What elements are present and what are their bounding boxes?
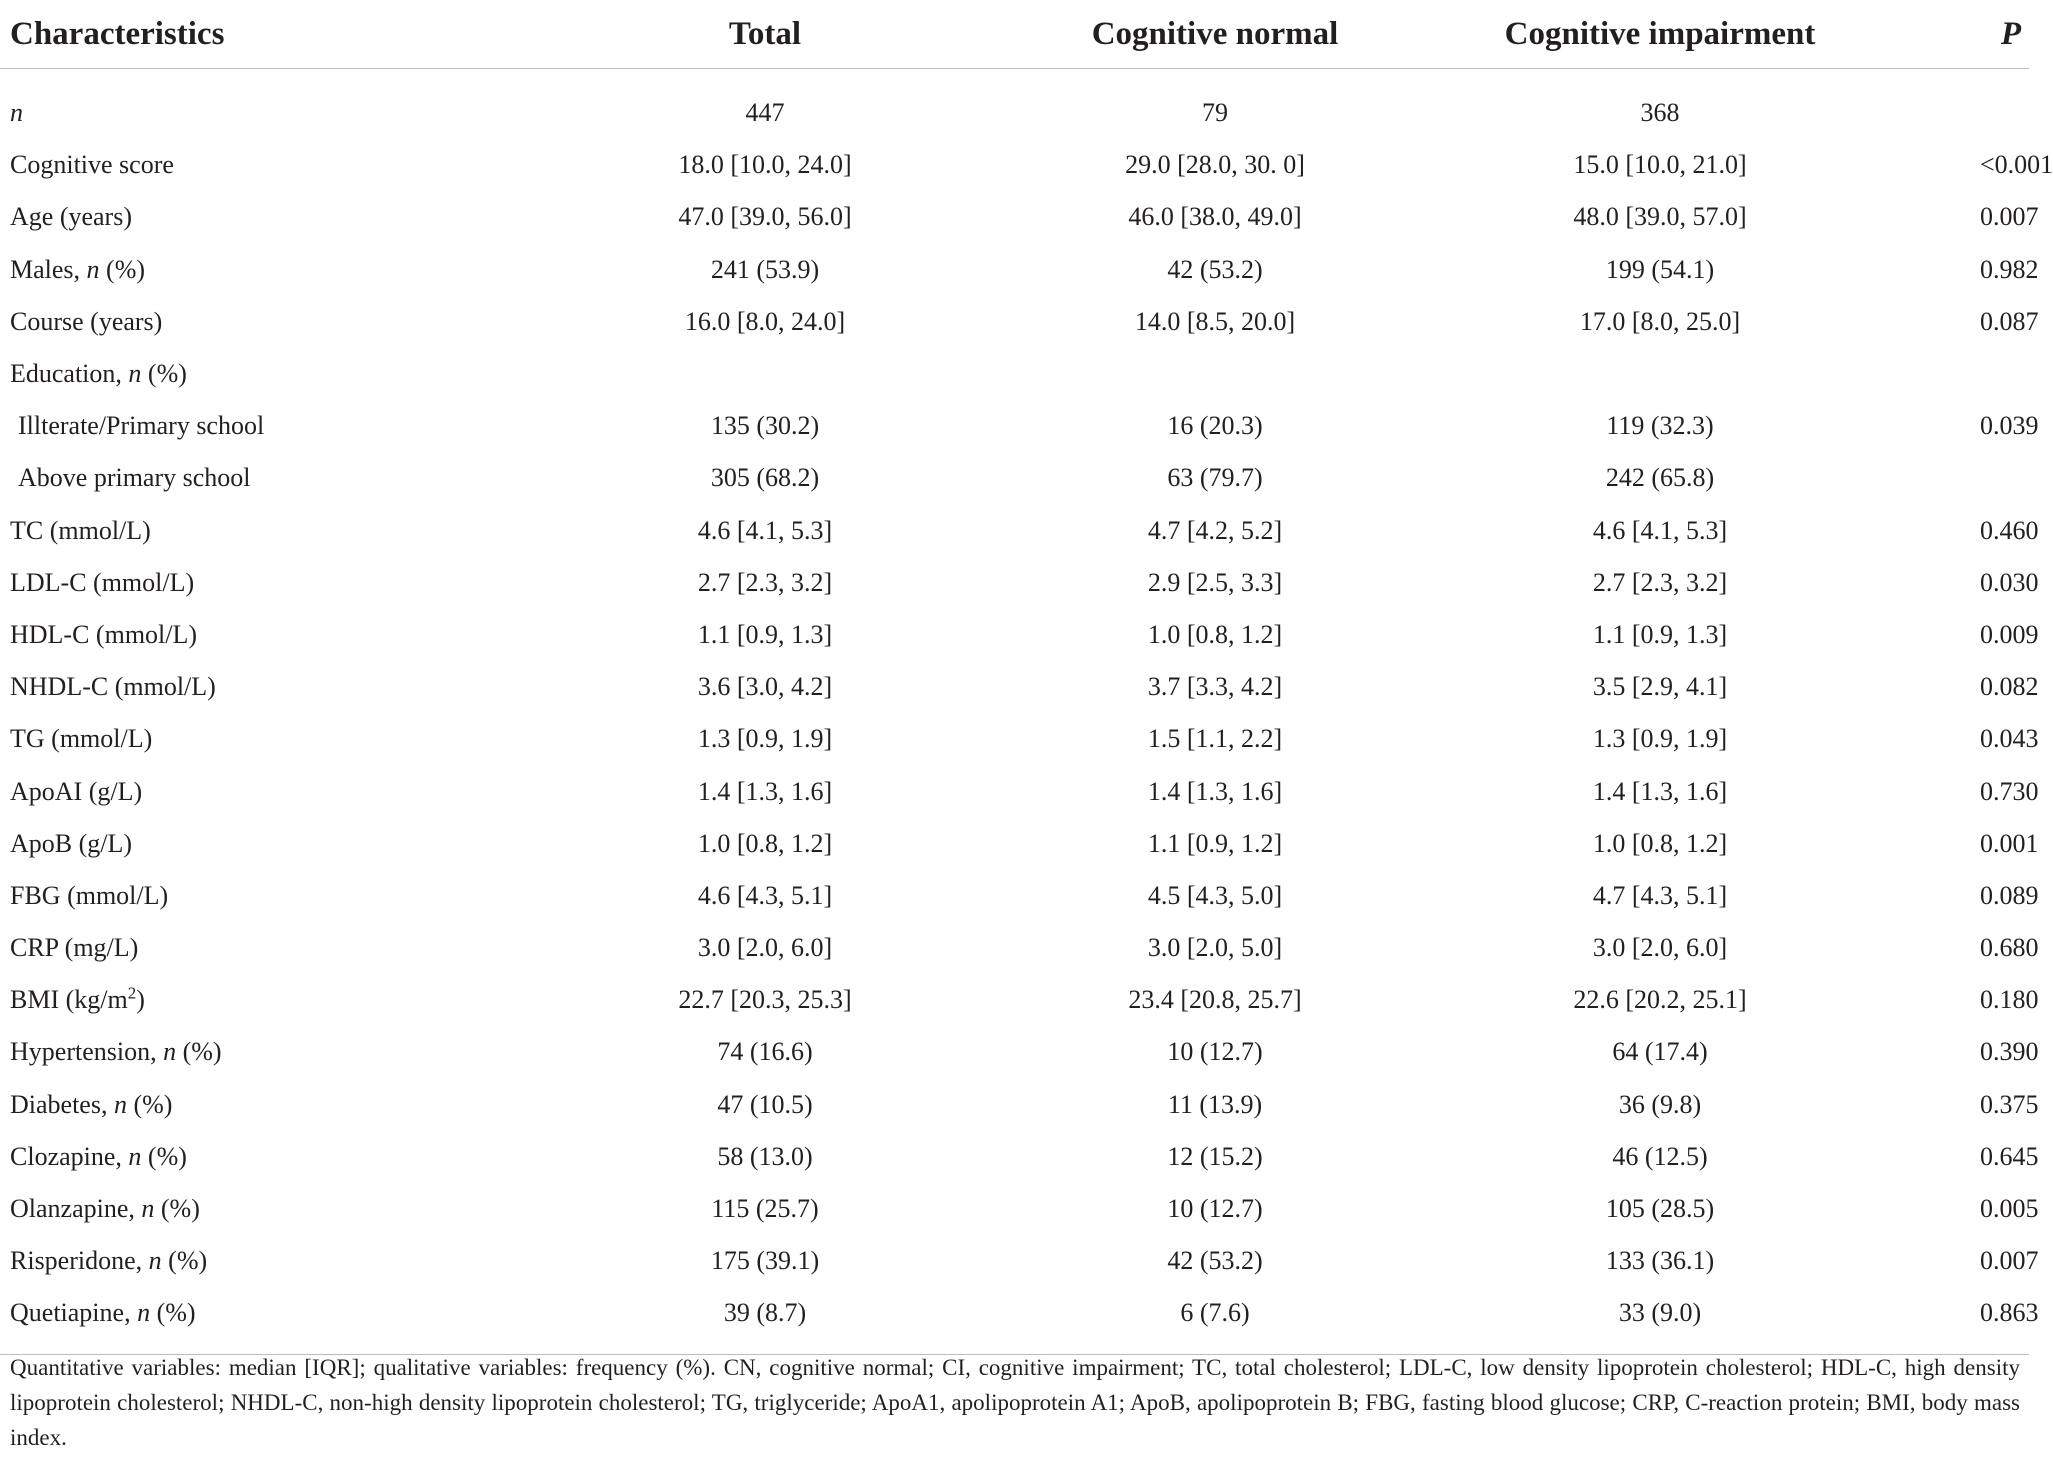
- cell-p-value: 0.082: [1980, 672, 2039, 702]
- header-characteristics: Characteristics: [0, 0, 470, 69]
- row-label-pre: ApoAI (g/L): [10, 776, 143, 806]
- row-label-it: n: [113, 1089, 127, 1119]
- table-row: [0, 661, 2029, 713]
- row-label-pre: CRP (mg/L): [10, 933, 139, 963]
- table-row: [0, 139, 2029, 191]
- row-label-post: (%): [161, 1246, 208, 1276]
- cell-cognitive-normal: [940, 348, 1370, 400]
- cell-p-value: 0.009: [1980, 619, 2039, 649]
- cell-cognitive-normal: 42 (53.2): [1167, 1246, 1263, 1276]
- row-label-post: (%): [126, 1089, 173, 1119]
- cell-cognitive-impairment: 242 (65.8): [1605, 463, 1715, 493]
- cell-cognitive-normal: 1.5 [1.1, 2.2]: [1147, 724, 1283, 754]
- cell-cognitive-impairment: 33 (9.0): [1370, 1287, 1980, 1354]
- row-label-post: (%): [141, 359, 187, 389]
- table-header: [0, 0, 2029, 69]
- table-row: [0, 765, 2029, 817]
- cell-cognitive-normal: 6 (7.6): [940, 1287, 1370, 1354]
- cell-p-value: 0.001: [1980, 828, 2039, 858]
- table-row: [0, 191, 2029, 243]
- row-label-pre: Cognitive score: [10, 150, 174, 180]
- row-label-pre: ApoB (g/L): [10, 828, 133, 858]
- cell-total: 447: [745, 98, 785, 128]
- row-label-post: (%): [141, 1141, 187, 1171]
- table-row: [0, 557, 2029, 609]
- cell-p-value: 0.007: [1980, 202, 2039, 232]
- cell-cognitive-normal: 1.0 [0.8, 1.2]: [1147, 619, 1283, 649]
- row-label-it: n: [10, 98, 23, 128]
- table-row: [0, 922, 2029, 974]
- row-label-pre: Education,: [10, 359, 129, 389]
- table-row: [0, 974, 2029, 1026]
- cell-cognitive-impairment: 1.1 [0.9, 1.3]: [1592, 619, 1728, 649]
- row-label-post: (%): [150, 1298, 196, 1328]
- row-label: [0, 505, 470, 557]
- cell-cognitive-impairment: 4.7 [4.3, 5.1]: [1592, 880, 1728, 910]
- row-label: [0, 922, 470, 974]
- cell-total: 4.6 [4.3, 5.1]: [697, 880, 833, 910]
- row-label-pre: Illterate/Primary school: [18, 411, 265, 441]
- cell-cognitive-normal: 46.0 [38.0, 49.0]: [1128, 202, 1302, 232]
- cell-p-value: 0.180: [1980, 985, 2039, 1015]
- cell-p-value: [1980, 452, 2029, 504]
- row-label-it: n: [148, 1246, 162, 1276]
- cell-cognitive-normal: 1.4 [1.3, 1.6]: [1147, 776, 1283, 806]
- cell-p-value: 0.375: [1980, 1089, 2039, 1119]
- row-label: [0, 452, 470, 504]
- cell-p-value: 0.982: [1980, 254, 2039, 284]
- header-cognitive-impairment: Cognitive impairment: [1370, 0, 1980, 69]
- cell-p-value: 0.460: [1980, 515, 2039, 545]
- cell-cognitive-impairment: 1.0 [0.8, 1.2]: [1592, 828, 1728, 858]
- cell-total: 1.4 [1.3, 1.6]: [697, 776, 833, 806]
- row-label-pre: FBG (mmol/L): [10, 880, 169, 910]
- row-label: [0, 1026, 470, 1078]
- cell-cognitive-normal: 16 (20.3): [1167, 411, 1263, 441]
- row-label: [0, 713, 470, 765]
- row-label-pre: Age (years): [10, 202, 132, 232]
- row-label-pre: Olanzapine,: [10, 1194, 142, 1224]
- cell-cognitive-impairment: 17.0 [8.0, 25.0]: [1579, 306, 1741, 336]
- row-label-pre: LDL-C (mmol/L): [10, 567, 195, 597]
- cell-total: 2.7 [2.3, 3.2]: [697, 567, 833, 597]
- table-footnote: Quantitative variables: median [IQR]; qualitative variables: frequency (%). CN, cognitive normal; CI, cognitive impairment; TC, total cholesterol; LDL-C, low density lipoprotein cholesterol; HDL-C, high density lipoprotein cholesterol; NHDL-C, non-high density lipoprotein cholesterol; TG, triglyceride; ApoA1, apolipoprotein A1; ApoB, apolipoprotein B; FBG, fasting blood glucose; CRP, C-reaction protein; BMI, body mass index.: [10, 1355, 2020, 1450]
- cell-cognitive-impairment: [1370, 348, 1980, 400]
- cell-total: 305 (68.2): [710, 463, 820, 493]
- row-label-pre: Risperidone,: [10, 1246, 149, 1276]
- cell-total: 241 (53.9): [710, 254, 820, 284]
- cell-p-value: [1980, 348, 2029, 400]
- row-label-post: (%): [99, 254, 146, 284]
- cell-cognitive-normal: 10 (12.7): [1167, 1194, 1263, 1224]
- table-row: [0, 609, 2029, 661]
- table-row: [0, 69, 2029, 140]
- cell-total: 4.6 [4.1, 5.3]: [697, 515, 833, 545]
- cell-p-value: 0.043: [1980, 724, 2039, 754]
- header-cognitive-normal: Cognitive normal: [940, 0, 1370, 69]
- cell-total: [470, 348, 940, 400]
- cell-cognitive-impairment: 4.6 [4.1, 5.3]: [1592, 515, 1728, 545]
- cell-cognitive-normal: 79: [1202, 98, 1228, 128]
- row-label-pre: Diabetes,: [10, 1089, 114, 1119]
- row-label: [0, 348, 470, 400]
- cell-cognitive-normal: 14.0 [8.5, 20.0]: [1134, 306, 1296, 336]
- cell-p-value: 0.390: [1980, 1037, 2039, 1067]
- row-label: [0, 557, 470, 609]
- row-label-it: n: [163, 1037, 177, 1067]
- table-row: [0, 1131, 2029, 1183]
- cell-cognitive-impairment: 368: [1640, 98, 1680, 128]
- row-label: [0, 818, 470, 870]
- cell-total: 1.1 [0.9, 1.3]: [697, 619, 833, 649]
- cell-cognitive-normal: 10 (12.7): [1167, 1037, 1263, 1067]
- cell-cognitive-normal: 23.4 [20.8, 25.7]: [1128, 985, 1302, 1015]
- row-label-pre: TG (mmol/L): [10, 724, 153, 754]
- cell-cognitive-normal: 4.5 [4.3, 5.0]: [1147, 880, 1283, 910]
- cell-cognitive-normal: 63 (79.7): [1167, 463, 1263, 493]
- row-label: [0, 765, 470, 817]
- row-label: [0, 400, 470, 452]
- row-label-post: (%): [154, 1194, 200, 1224]
- cell-cognitive-normal: 1.1 [0.9, 1.2]: [1147, 828, 1283, 858]
- cell-p-value: 0.005: [1980, 1194, 2039, 1224]
- row-label: [0, 191, 470, 243]
- row-label-it: n: [141, 1194, 155, 1224]
- cell-total: 18.0 [10.0, 24.0]: [678, 150, 852, 180]
- cell-total: 115 (25.7): [711, 1194, 819, 1224]
- row-label: [0, 609, 470, 661]
- row-label-pre: Hypertension,: [10, 1037, 164, 1067]
- row-label-it: n: [128, 1141, 142, 1171]
- cell-total: 22.7 [20.3, 25.3]: [678, 985, 852, 1015]
- cell-cognitive-impairment: 105 (28.5): [1605, 1194, 1715, 1224]
- cell-total: 47 (10.5): [717, 1089, 813, 1119]
- cell-total: 175 (39.1): [710, 1246, 820, 1276]
- cell-cognitive-impairment: 64 (17.4): [1612, 1037, 1708, 1067]
- table-row: [0, 1079, 2029, 1131]
- cell-total: 16.0 [8.0, 24.0]: [684, 306, 846, 336]
- row-label: [0, 974, 470, 1026]
- cell-cognitive-impairment: 1.4 [1.3, 1.6]: [1592, 776, 1728, 806]
- cell-cognitive-impairment: 46 (12.5): [1612, 1141, 1708, 1171]
- cell-p-value: [1980, 69, 2029, 140]
- table-row: [0, 348, 2029, 400]
- cell-cognitive-normal: 29.0 [28.0, 30. 0]: [1125, 150, 1305, 180]
- row-label-pre: Clozapine,: [10, 1141, 129, 1171]
- cell-cognitive-impairment: 36 (9.8): [1618, 1089, 1702, 1119]
- row-label: [0, 139, 470, 191]
- cell-total: 3.6 [3.0, 4.2]: [697, 672, 833, 702]
- cell-p-value: 0.007: [1980, 1246, 2039, 1276]
- row-label-pre: BMI (kg/m: [10, 985, 128, 1015]
- table-row: [0, 713, 2029, 765]
- cell-total: 1.3 [0.9, 1.9]: [697, 724, 833, 754]
- cell-cognitive-normal: 42 (53.2): [1167, 254, 1263, 284]
- cell-p-value: 0.863: [1980, 1287, 2029, 1354]
- cell-p-value: 0.087: [1980, 306, 2039, 336]
- table-row: [0, 818, 2029, 870]
- header-p-value: P: [1980, 0, 2029, 69]
- row-label: [0, 69, 470, 140]
- row-label-pre: Males,: [10, 254, 87, 284]
- table-row: [0, 452, 2029, 504]
- row-label-pre: Course (years): [10, 306, 163, 336]
- row-label: [0, 296, 470, 348]
- row-label-post: ): [136, 985, 145, 1015]
- row-label: [0, 244, 470, 296]
- cell-p-value: 0.680: [1980, 933, 2039, 963]
- cell-total: 39 (8.7): [470, 1287, 940, 1354]
- cell-cognitive-impairment: 199 (54.1): [1605, 254, 1715, 284]
- cell-p-value: 0.030: [1980, 567, 2039, 597]
- table-row: [0, 1287, 2029, 1354]
- row-label: [0, 1131, 470, 1183]
- cell-cognitive-impairment: 133 (36.1): [1605, 1246, 1715, 1276]
- table-row: [0, 870, 2029, 922]
- cell-p-value: 0.645: [1980, 1141, 2039, 1171]
- cell-cognitive-impairment: 15.0 [10.0, 21.0]: [1573, 150, 1747, 180]
- cell-total: 3.0 [2.0, 6.0]: [697, 933, 833, 963]
- cell-p-value: 0.039: [1980, 411, 2039, 441]
- cell-cognitive-impairment: 3.0 [2.0, 6.0]: [1592, 933, 1728, 963]
- cell-total: 47.0 [39.0, 56.0]: [678, 202, 852, 232]
- row-label-pre: HDL-C (mmol/L): [10, 619, 198, 649]
- cell-cognitive-impairment: 3.5 [2.9, 4.1]: [1592, 672, 1728, 702]
- row-label-it: n: [86, 254, 100, 284]
- row-label: [0, 1079, 470, 1131]
- row-label: [0, 1235, 470, 1287]
- row-label-post: (%): [176, 1037, 222, 1067]
- row-label-pre: Above primary school: [18, 463, 251, 493]
- row-label-sup: 2: [127, 983, 137, 1003]
- table-body: [0, 69, 2053, 1355]
- cell-cognitive-normal: 11 (13.9): [1167, 1089, 1263, 1119]
- cell-p-value: <0.001: [1980, 150, 2053, 180]
- cell-total: 58 (13.0): [717, 1141, 813, 1171]
- table-row: [0, 1235, 2029, 1287]
- cell-cognitive-impairment: 2.7 [2.3, 3.2]: [1592, 567, 1728, 597]
- cell-cognitive-normal: 4.7 [4.2, 5.2]: [1147, 515, 1283, 545]
- row-label: [0, 1183, 470, 1235]
- row-label-pre: Quetiapine,: [10, 1298, 138, 1328]
- table-row: [0, 505, 2029, 557]
- header-total: Total: [470, 0, 940, 69]
- cell-cognitive-impairment: 1.3 [0.9, 1.9]: [1592, 724, 1728, 754]
- cell-cognitive-normal: 3.7 [3.3, 4.2]: [1147, 672, 1283, 702]
- table-row: [0, 1183, 2029, 1235]
- cell-cognitive-normal: 2.9 [2.5, 3.3]: [1147, 567, 1283, 597]
- header-row: [0, 0, 2029, 69]
- row-label-it: n: [128, 359, 142, 389]
- row-label: [0, 661, 470, 713]
- cell-p-value: 0.730: [1980, 776, 2039, 806]
- cell-cognitive-normal: 12 (15.2): [1167, 1141, 1263, 1171]
- cell-total: 1.0 [0.8, 1.2]: [697, 828, 833, 858]
- cell-total: 135 (30.2): [710, 411, 820, 441]
- table-row: [0, 400, 2029, 452]
- row-label-pre: TC (mmol/L): [10, 515, 151, 545]
- row-label: [0, 1287, 470, 1354]
- table-row: [0, 244, 2029, 296]
- table-row: [0, 296, 2029, 348]
- row-label: [0, 870, 470, 922]
- cell-p-value: 0.089: [1980, 880, 2039, 910]
- table-row: [0, 1026, 2029, 1078]
- cell-cognitive-normal: 3.0 [2.0, 5.0]: [1147, 933, 1283, 963]
- cell-cognitive-impairment: 119 (32.3): [1606, 411, 1714, 441]
- cell-cognitive-impairment: 48.0 [39.0, 57.0]: [1573, 202, 1747, 232]
- row-label-it: n: [137, 1298, 151, 1328]
- cell-cognitive-impairment: 22.6 [20.2, 25.1]: [1573, 985, 1747, 1015]
- cell-total: 74 (16.6): [717, 1037, 813, 1067]
- row-label-pre: NHDL-C (mmol/L): [10, 672, 216, 702]
